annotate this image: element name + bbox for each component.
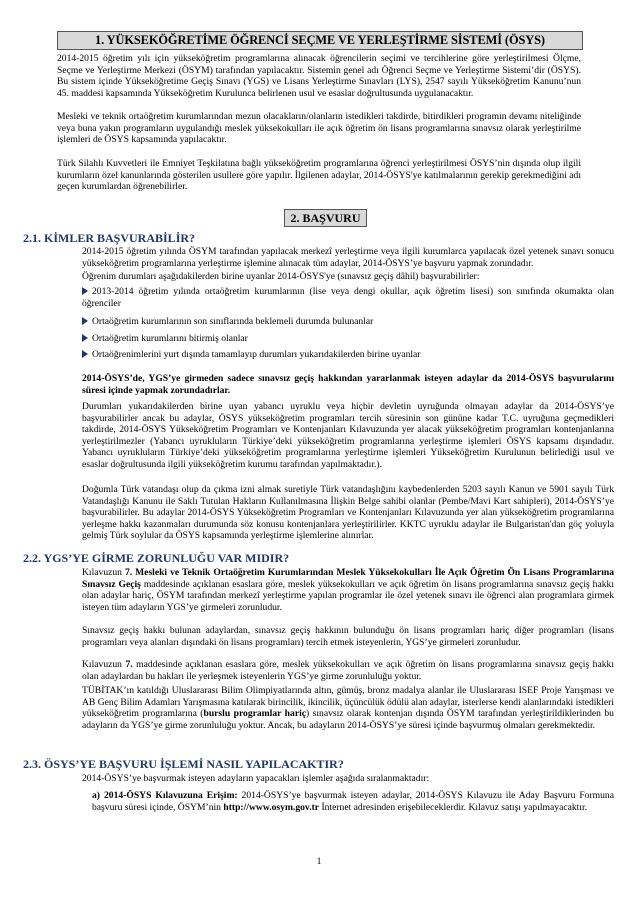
s21-bullet-3: Ortaöğretim kurumlarını bitirmiş olanlar (82, 333, 614, 345)
s23-paragraph-1: 2014-ÖSYS’ye başvurmak isteyen adayların yapacakları işlemler aşağıda sıralanmaktadır: (82, 773, 430, 784)
heading-2-2: 2.2. YGS’YE GİRME ZORUNLUĞU VAR MIDIR? (23, 551, 290, 565)
section-title-basvuru: 2. BAŞVURU (284, 209, 367, 227)
s21-paragraph-1: 2014-2015 öğretim yılında ÖSYM tarafından yapılacak merkezî yerleştirme veya ilgili kurumlarca yapılacak özel yetenek sınavı sonucu yükseköğretim programlarına yerleştirme işlemine alınacak tüm adaylar, 2014-ÖSYS’ye başvuru yapmak zorundadır. (82, 246, 614, 269)
s23-item-a: a) 2014-ÖSYS Kılavuzuna Erişim: 2014-ÖSYS’ye başvurmak isteyen adaylar, 2014-ÖSYS Kılavuzu ile Aday Başvuru Formuna başvuru süresi içinde, ÖSYM’nin http://www.osym.gov.tr İnternet adresinden erişebileceklerdir. Kılavuz satışı yapılmayacaktır. (92, 790, 614, 813)
heading-2-1: 2.1. KİMLER BAŞVURABİLİR? (23, 231, 196, 245)
arrow-bullet-icon (82, 287, 88, 295)
s21-paragraph-2: Öğrenim durumları aşağıdakilerden birine uyanlar 2014-ÖSYS'ye (sınavsız geçiş dâhil) başvurabilirler: (82, 271, 480, 282)
arrow-bullet-icon (82, 317, 88, 325)
s22-paragraph-3: Kılavuzun 7. maddesinde açıklanan esaslara göre, meslek yüksekokulları ve açık öğretim ön lisans programlarına sınavsız geçiş hakkı olan adaylardan bu hakları ile yerleşmek isteyenlerin YGS’ye girme zorunluluğu yoktur. (82, 659, 614, 682)
s21-bullet-1: 2013-2014 öğretim yılında ortaöğretim kurumlarının (lise veya dengi okullar, açık öğretim lisesi) son sınıfında okumakta olan öğrenciler (82, 286, 614, 309)
intro-paragraph-2: Mesleki ve teknik ortaöğretim kurumlarından mezun olacakların/olanların istedikleri takdirde, bitirdikleri programın devamı niteliğinde veya buna yakın programların uygulandığı meslek yüksekokulları ile açık öğretim ön lisans programlarına sınavsız olarak yerleştirilme işlemleri de ÖSYS kapsamında yapılacaktır. (57, 111, 581, 146)
s21-bullet-2: Ortaöğretim kurumlarının son sınıflarında beklemeli durumda bulunanlar (82, 316, 614, 328)
osym-link[interactable]: http://www.osym.gov.tr (223, 801, 320, 813)
s22-paragraph-4: TÜBİTAK’ın katıldığı Uluslararası Bilim Olimpiyatlarında altın, gümüş, bronz madalya alanlar ile Uluslararası ISEF Proje Yarışması ve AB Genç Bilim Adamları Yarışmasına katılarak birincilik, ikincilik, üçüncülük ödülü alan adaylar, isterlerse kendi alanlarındaki istedikleri yükseköğretim programlarına (burslu programlar hariç) sınavsız olarak kontenjan dışında ÖSYM tarafından yerleştirildiklerinden bu adayların da YGS’ye girme zorunluluğu yoktur. Ancak, bu adayların 2014-ÖSYS’ye süresi içinde başvurmuş olmaları gerekmektedir. (82, 685, 614, 731)
s21-bullet-4: Ortaöğrenimlerini yurt dışında tamamlayıp durumları yukarıdakilerden birine uyanlar (82, 349, 614, 361)
s21-paragraph-4: Doğumla Türk vatandaşı olup da çıkma izni almak suretiyle Türk vatandaşlığını kaybedenlerden 5203 sayılı Kanun ve 5901 sayılı Türk Vatandaşlığı Kanunu ile Saklı Tutulan Hakların Kullanılmasına İlişkin Belge sahibi olanlar (Pembe/Mavi Kart sahipleri), 2014-ÖSYS’ye başvurabilirler. Bu adaylar 2014-ÖSYS Yükseköğretim Programları ve Kontenjanları Kılavuzunda yer alan yükseköğretim programlarına yerleşme hakkı kazanmaları durumunda söz konusu kontenjanlara yerleştirilirler. KKTC uyruklu adaylar ile Bulgaristan'dan göç yoluyla gelmiş Türk soylular da ÖSYS kapsamında yerleştirme işlemlerine alınırlar. (82, 484, 614, 542)
s21-bold-note: 2014-ÖSYS’de, YGS’ye girmeden sadece sınavsız geçiş hakkından yararlanmak isteyen adaylar da 2014-ÖSYS başvurularını süresi içinde yapmak zorundadırlar. (82, 373, 614, 396)
s22-paragraph-1: Kılavuzun 7. Mesleki ve Teknik Ortaöğretim Kurumlarından Meslek Yüksekokulları İle Açık Öğretim Ön Lisans Programlarına Sınavsız Geçiş maddesinde açıklanan esaslara göre, meslek yüksekokulları ve açık öğretim ön lisans programlarına sınavsız geçiş hakkı olan adaylar hariç, ÖSYM tarafından merkezî yerleştirme yapılan programlar ile özel yetenek sınavı ile öğrenci alan programlara girmek isteyen tüm adayların YGS’ye girmeleri zorunludur. (82, 567, 614, 613)
heading-2-3: 2.3. ÖSYS’YE BAŞVURU İŞLEMİ NASIL YAPILACAKTIR? (23, 757, 344, 771)
s21-paragraph-3: Durumları yukarıdakilerden birine uyan yabancı uyruklu veya hiçbir devletin uyruğunda olmayan adaylar da 2014-ÖSYS’ye başvurabilirler ancak bu adaylar, ÖSYS yükseköğretim programları tercih süresinin son gününe kadar T.C. uyruğuna geçmedikleri takdirde, 2014-ÖSYS Yükseköğretim Programları ve Kontenjanları Kılavuzunda yer alacak yükseköğretim programları kontenjanlarına yerleştirilmezler (Yabancı uyrukluların Türkiye’deki yükseköğretim programlarına yerleştirme işlemleri ÖSYS kapsamı dışındadır. Yabancı uyrukluların Türkiye’deki yükseköğretim programlarına yerleştirme işlemleri Yükseköğretim Kurulunun belirlediği usul ve esaslar doğrultusunda ilgili yükseköğretim kurumu tarafından yapılmaktadır.). (82, 401, 614, 470)
intro-paragraph-1: 2014-2015 öğretim yılı için yükseköğretim programlarına alınacak öğrencilerin seçimi ve tercihlerine göre yerleştirilmesi Ölçme, Seçme ve Yerleştirme Merkezi (ÖSYM) tarafından yapılacaktır. Sistemin genel adı Öğrenci Seçme ve Yerleştirme Sistemi’dir (ÖSYS). Bu sistem içinde Yükseköğretime Geçiş Sınavı (YGS) ve Lisans Yerleştirme Sınavları (LYS), 2547 sayılı Yükseköğretim Kanunu’nun 45. maddesi kapsamında Yükseköğretim Kurulunca belirlenen usul ve esaslar doğrultusunda uygulanacaktır. (57, 53, 581, 99)
arrow-bullet-icon (82, 350, 88, 358)
page-title: 1. YÜKSEKÖĞRETİME ÖĞRENCİ SEÇME VE YERLEŞTİRME SİSTEMİ (ÖSYS) (57, 31, 583, 50)
page-number: 1 (316, 856, 322, 867)
arrow-bullet-icon (82, 334, 88, 342)
s22-paragraph-2: Sınavsız geçiş hakkı bulunan adaylardan, sınavsız geçiş hakkının bulunduğu ön lisans programları hariç diğer programları (lisans programları veya alanları dışındaki ön lisans programları) tercih etmek isteyenlerin, YGS’ye girmeleri zorunludur. (82, 625, 614, 648)
intro-paragraph-3: Türk Silahlı Kuvvetleri ile Emniyet Teşkilatına bağlı yükseköğretim programlarına öğrenci yerleştirilmesi ÖSYS’nin dışında olup ilgili kurumların özel kanunlarında gösterilen usullere göre yapılır. İlgilenen adaylar, 2014-ÖSYS'ye katılmalarının gerekip gerekmediğini adı geçen kurumlardan öğrenebilirler. (57, 158, 581, 193)
